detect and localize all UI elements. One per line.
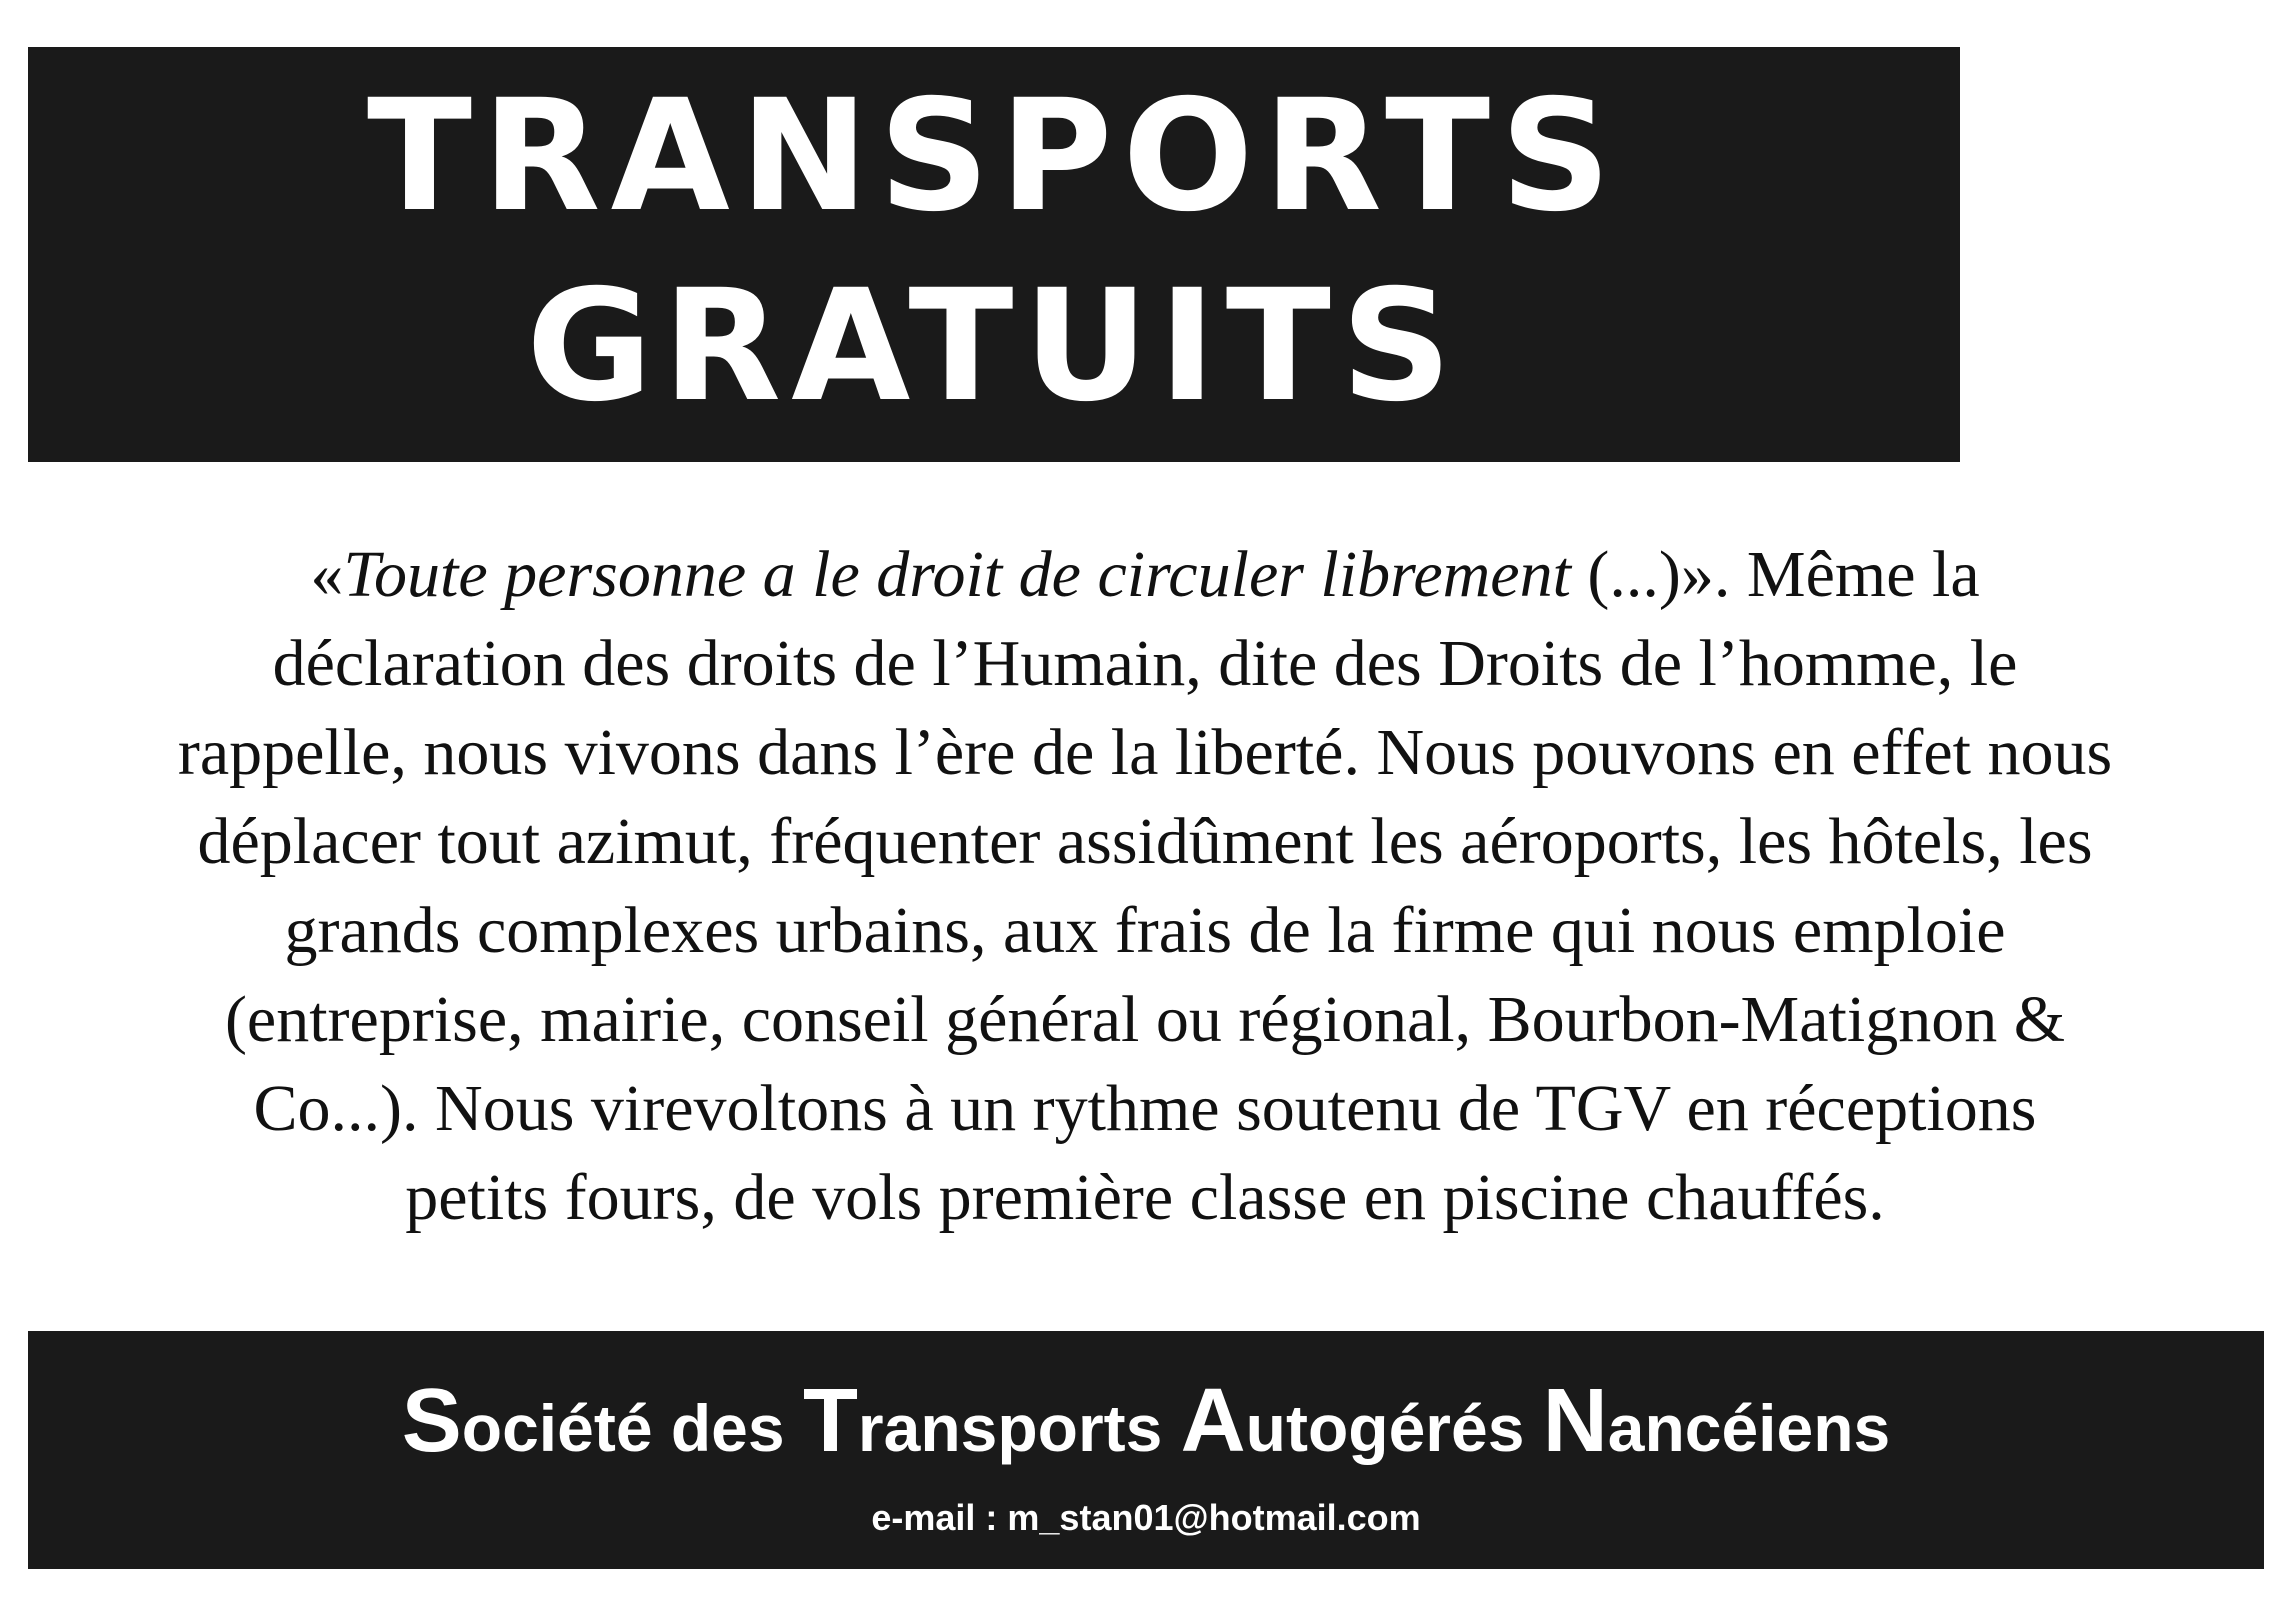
org-initial-a: A — [1180, 1371, 1246, 1471]
body-line-7: petits fours, de vols première classe en piscine chauffés. — [405, 1161, 1885, 1234]
title-line-2: GRATUITS — [526, 257, 1462, 436]
title-line-1: TRANSPORTS — [366, 67, 1622, 246]
title-banner — [28, 47, 1960, 462]
org-word-autogeres: utogérés — [1245, 1391, 1543, 1465]
body-line-5: (entreprise, mairie, conseil général ou régional, Bourbon-Matignon & — [224, 983, 2066, 1056]
organization-name — [28, 1371, 2264, 1471]
quote-italic-text: Toute personne a le droit de circuler librement — [343, 538, 1571, 611]
body-line-1: déclaration des droits de l’Humain, dite des Droits de l’homme, le — [272, 627, 2018, 700]
email-contact: e-mail : m_stan01@hotmail.com — [871, 1497, 1421, 1538]
org-word-transports: ransports — [857, 1391, 1181, 1465]
org-word-societe-des: ociété des — [461, 1391, 803, 1465]
body-line-4: grands complexes urbains, aux frais de la firme qui nous emploie — [284, 894, 2006, 967]
body-line-2: rappelle, nous vivons dans l’ère de la liberté. Nous pouvons en effet nous — [177, 716, 2113, 789]
body-paragraph — [30, 530, 2260, 1242]
org-initial-t: T — [802, 1371, 858, 1471]
org-initial-s: S — [401, 1371, 462, 1471]
body-line-0 — [30, 530, 2260, 619]
body-line-6: Co...). Nous virevoltons à un rythme soutenu de TGV en réceptions — [253, 1072, 2037, 1145]
quote-open: « — [310, 538, 344, 611]
body-line-3: déplacer tout azimut, fréquenter assidûment les aéroports, les hôtels, les — [197, 805, 2093, 878]
org-word-nanceiens: ancéiens — [1607, 1391, 1891, 1465]
quote-close: (...)». Même la — [1570, 538, 1980, 611]
org-initial-n: N — [1542, 1371, 1608, 1471]
footer-banner — [28, 1331, 2264, 1569]
